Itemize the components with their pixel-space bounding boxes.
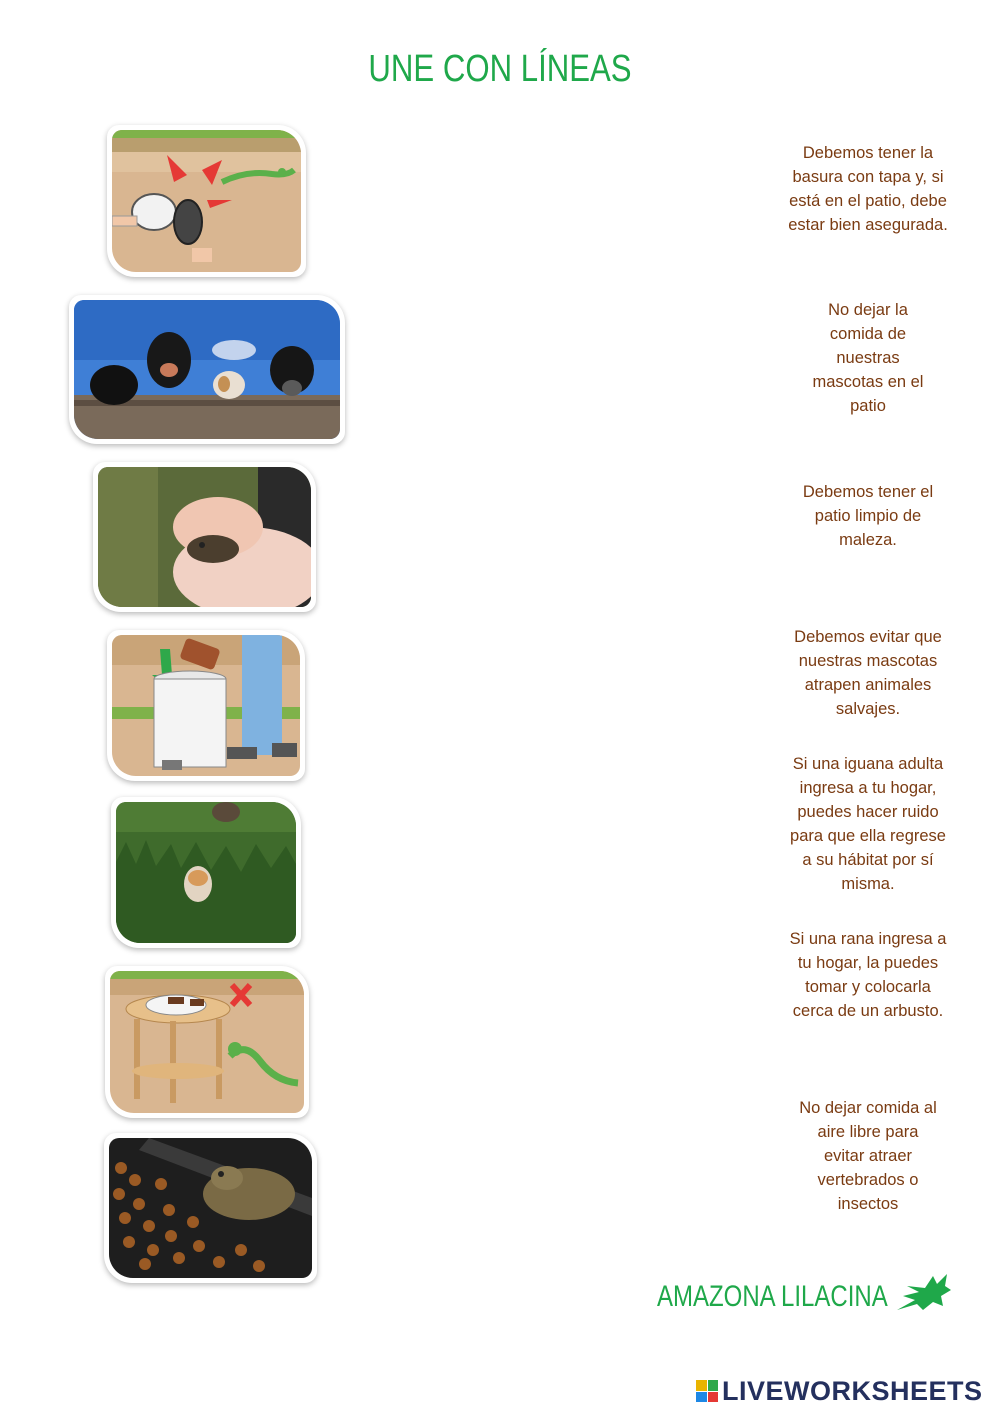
phrase-1[interactable]: Debemos tener la basura con tapa y, si está en el patio, debe estar bien asegurada. — [788, 144, 948, 234]
brand-name: AMAZONA LILACINA — [657, 1280, 888, 1313]
table-food-iguana-illustration — [110, 971, 304, 1113]
iguana-pot-noise-illustration — [112, 130, 301, 272]
image-card-dogs[interactable] — [69, 295, 345, 444]
image-card-dog-grass[interactable] — [111, 797, 301, 948]
phrase-5[interactable]: Si una iguana adulta ingresa a tu hogar, puedes hacer ruido para que ella regrese a su hábitat por sí misma. — [790, 755, 946, 893]
liveworksheets-icon — [696, 1380, 718, 1402]
dog-in-grass-photo — [116, 802, 296, 943]
parrot-icon — [893, 1270, 953, 1316]
page-title: UNE CON LÍNEAS — [368, 48, 632, 90]
frog-in-hand-photo — [98, 467, 311, 607]
phrase-4[interactable]: Debemos evitar que nuestras mascotas atrapen animales salvajes. — [794, 628, 942, 718]
image-card-toad-food[interactable] — [104, 1133, 317, 1283]
phrase-2[interactable]: No dejar la comida de nuestras mascotas en el patio — [812, 301, 924, 415]
liveworksheets-logo — [696, 1376, 983, 1406]
image-card-frog-hand[interactable] — [93, 462, 316, 612]
toad-with-pet-food-photo — [109, 1138, 312, 1278]
phrase-3[interactable]: Debemos tener el patio limpio de maleza. — [802, 483, 934, 549]
phrase-7[interactable]: No dejar comida al aire libre para evitar atraer vertebrados o insectos — [799, 1099, 937, 1213]
footer-brand: LIVEWORKSHEETS — [722, 1375, 983, 1406]
image-card-trash-can[interactable] — [107, 630, 305, 781]
image-card-table-iguana[interactable] — [105, 966, 309, 1118]
trash-can-illustration — [112, 635, 300, 776]
phrase-6[interactable]: Si una rana ingresa a tu hogar, la puedes tomar y colocarla cerca de un arbusto. — [789, 930, 947, 1020]
dogs-photo — [74, 300, 340, 439]
image-card-iguana-noise[interactable] — [107, 125, 306, 277]
